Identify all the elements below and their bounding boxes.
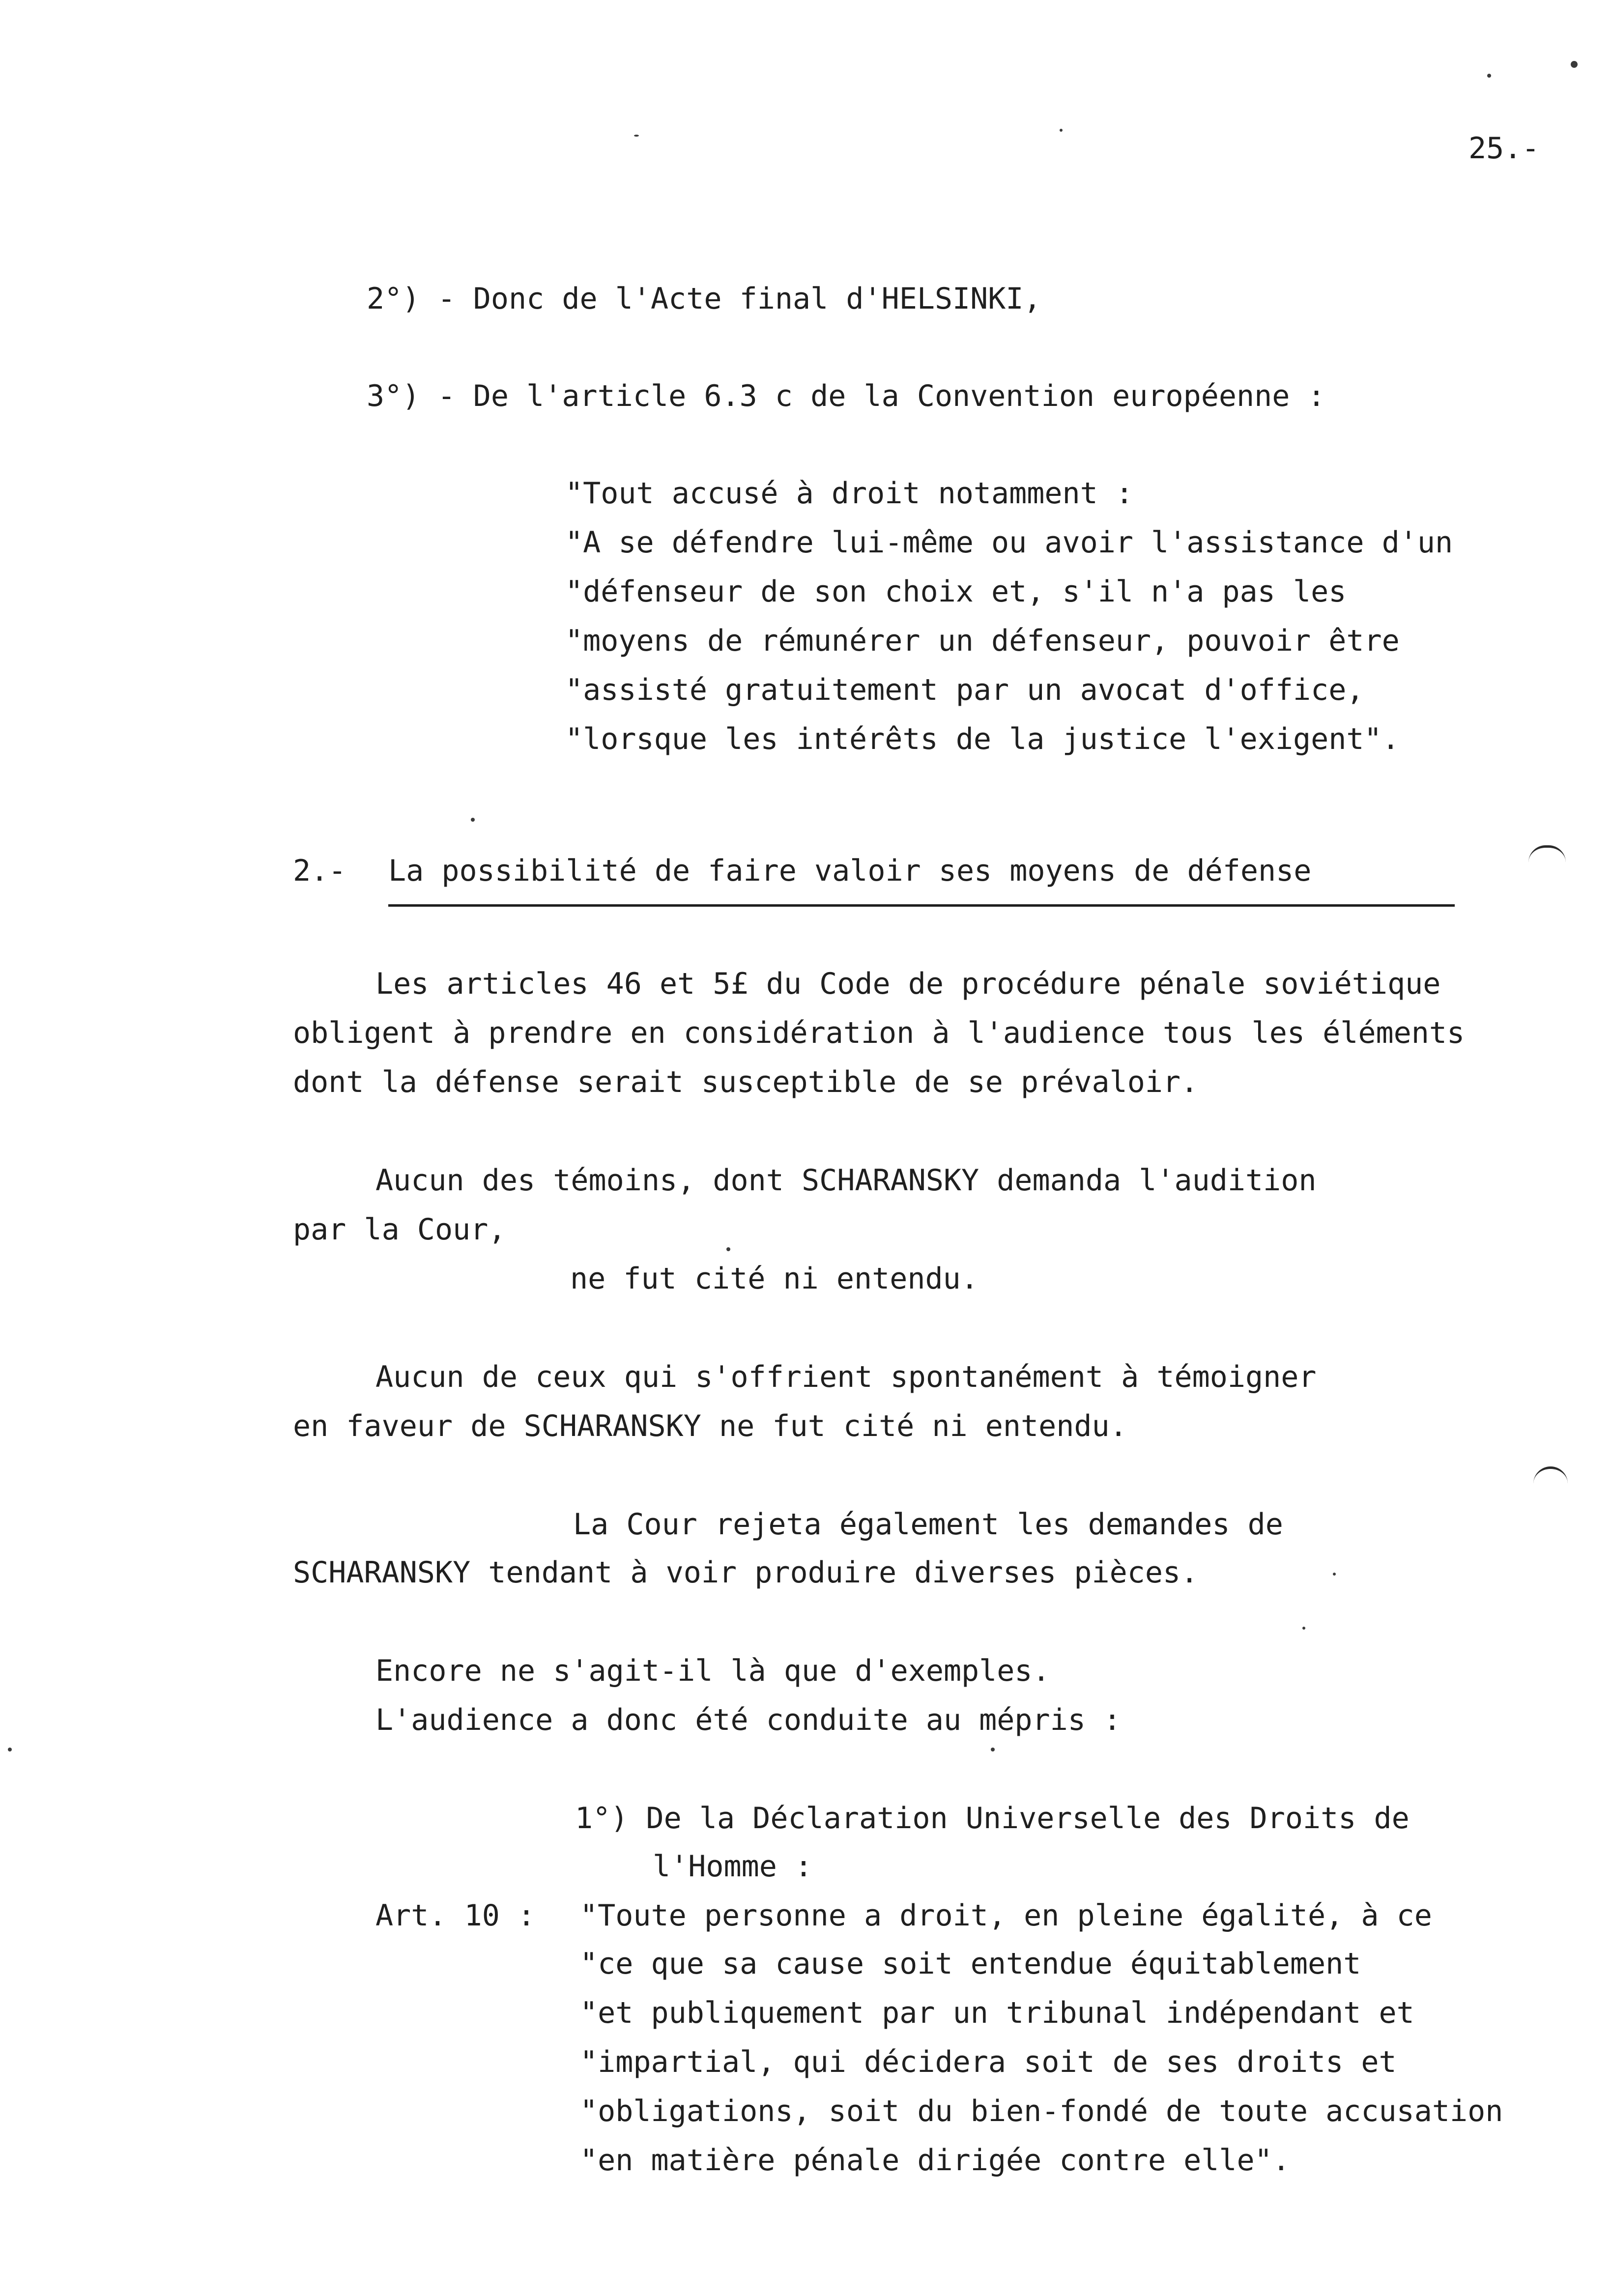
scan-mark <box>1528 845 1566 862</box>
scan-speck <box>8 1748 12 1751</box>
article-quote-line: "en matière pénale dirigée contre elle". <box>580 2143 1290 2178</box>
scan-speck <box>726 1247 730 1251</box>
paragraph-line: par la Cour, <box>293 1212 506 1247</box>
paragraph-line: en faveur de SCHARANSKY ne fut cité ni entendu. <box>293 1409 1127 1443</box>
paragraph-line: Encore ne s'agit-il là que d'exemples. <box>375 1654 1050 1688</box>
quote-line: "moyens de rémunérer un défenseur, pouvoir être <box>565 624 1400 658</box>
article-label: Art. 10 : <box>375 1898 536 1933</box>
article-quote-line: "Toute personne a droit, en pleine égalité, à ce <box>580 1898 1432 1933</box>
quote-line: "lorsque les intérêts de la justice l'exigent". <box>565 722 1400 756</box>
paragraph-line: L'audience a donc été conduite au mépris : <box>375 1703 1122 1737</box>
paragraph-line: Aucun de ceux qui s'offrient spontanément à témoigner <box>375 1360 1317 1394</box>
article-quote-line: "ce que sa cause soit entendue équitablement <box>580 1947 1361 1981</box>
scan-speck <box>1302 1627 1305 1630</box>
paragraph-line: dont la défense serait susceptible de se prévaloir. <box>293 1065 1199 1099</box>
scan-speck <box>1060 129 1063 132</box>
scan-speck <box>634 135 639 137</box>
section-title-underline <box>388 904 1455 907</box>
quote-line: "assisté gratuitement par un avocat d'office, <box>565 673 1364 707</box>
paragraph-line: obligent à prendre en considération à l'audience tous les éléments <box>293 1016 1465 1050</box>
quote-line: "Tout accusé à droit notamment : <box>565 476 1133 511</box>
section-number: 2.- <box>293 854 346 888</box>
section-title: La possibilité de faire valoir ses moyens de défense <box>388 854 1312 888</box>
scan-speck <box>1571 61 1578 68</box>
paragraph-line: SCHARANSKY tendant à voir produire diverses pièces. <box>293 1555 1199 1590</box>
declaration-heading: 1°) De la Déclaration Universelle des Droits de <box>575 1801 1410 1836</box>
quote-line: "A se défendre lui-même ou avoir l'assistance d'un <box>565 525 1453 560</box>
paragraph-line: La Cour rejeta également les demandes de <box>573 1507 1283 1542</box>
declaration-heading: l'Homme : <box>653 1849 813 1884</box>
paragraph-line: Aucun des témoins, dont SCHARANSKY demanda l'audition <box>375 1163 1317 1198</box>
scan-speck <box>991 1748 995 1751</box>
scan-mark <box>1533 1466 1568 1484</box>
article-quote-line: "et publiquement par un tribunal indépendant et <box>580 1996 1414 2030</box>
scan-speck <box>471 818 475 822</box>
article-quote-line: "impartial, qui décidera soit de ses droits et <box>580 2045 1397 2079</box>
item-3-convention: 3°) - De l'article 6.3 c de la Convention européenne : <box>367 379 1325 413</box>
article-quote-line: "obligations, soit du bien-fondé de toute accusation <box>580 2094 1503 2128</box>
scan-speck <box>1333 1573 1336 1576</box>
item-2-helsinki: 2°) - Donc de l'Acte final d'HELSINKI, <box>367 282 1041 316</box>
page-number: 25.- <box>1468 131 1540 166</box>
paragraph-line: Les articles 46 et 5£ du Code de procédure pénale soviétique <box>375 967 1441 1001</box>
paragraph-line: ne fut cité ni entendu. <box>570 1262 979 1296</box>
quote-line: "défenseur de son choix et, s'il n'a pas les <box>565 574 1347 609</box>
scan-speck <box>1487 74 1491 78</box>
